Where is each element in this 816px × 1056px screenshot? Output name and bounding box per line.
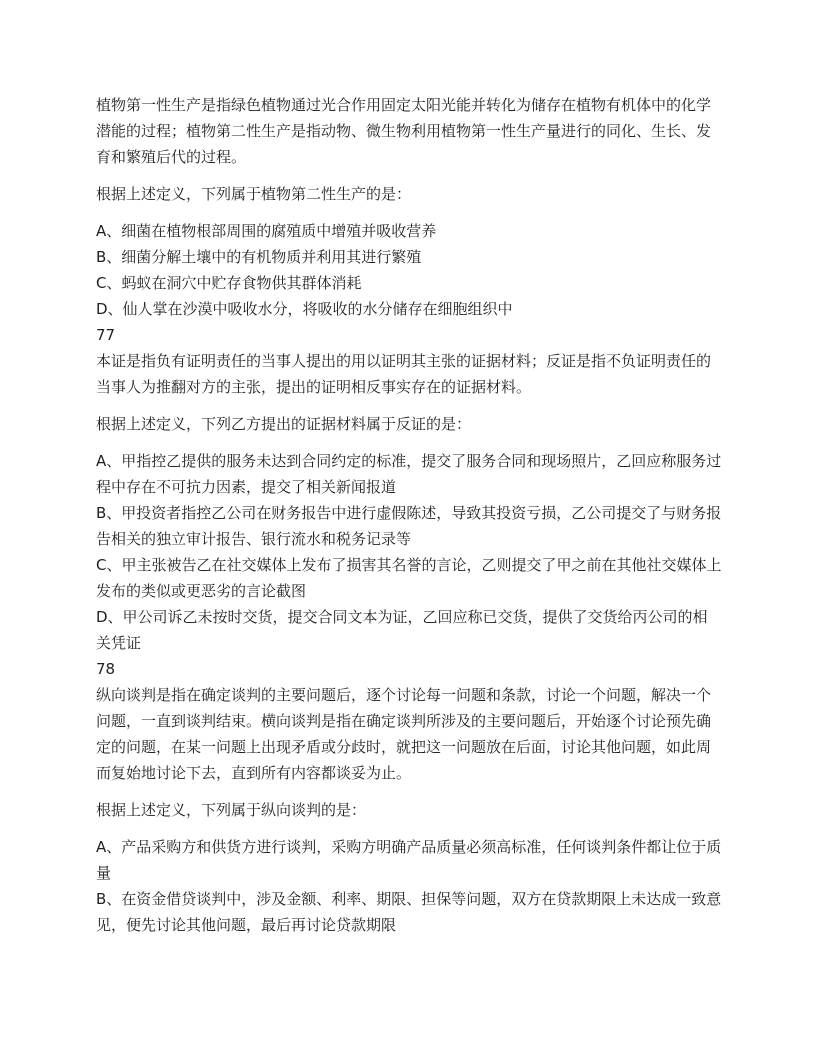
option-d: D、仙人掌在沙漠中吸收水分，将吸收的水分储存在细胞组织中 bbox=[96, 300, 513, 318]
question-stem: 根据上述定义，下列属于纵向谈判的是： bbox=[96, 801, 367, 819]
option-a: A、甲指控乙提供的服务未达到合同约定的标准，提交了服务合同和现场照片，乙回应称服务过程中存在不可抗力因素，提交了相关新闻报道 bbox=[96, 452, 722, 496]
option-b: B、细菌分解土壤中的有机物质并利用其进行繁殖 bbox=[96, 248, 422, 266]
option-a: A、产品采购方和供货方进行谈判，采购方明确产品质量必须高标准，任何谈判条件都让位于质量 bbox=[96, 838, 722, 882]
option-b: B、在资金借贷谈判中，涉及金额、利率、期限、担保等问题，双方在贷款期限上未达成一致意见，便先讨论其他问题，最后再讨论贷款期限 bbox=[96, 890, 722, 934]
question-block bbox=[96, 322, 722, 656]
question-block bbox=[96, 656, 722, 938]
option-a: A、细菌在植物根部周围的腐殖质中增殖并吸收营养 bbox=[96, 222, 437, 240]
question-number: 78 bbox=[96, 660, 116, 678]
question-block bbox=[96, 92, 722, 322]
definition-paragraph: 纵向谈判是指在确定谈判的主要问题后，逐个讨论每一问题和条款，讨论一个问题，解决一个问题，一直到谈判结束。横向谈判是指在确定谈判所涉及的主要问题后，开始逐个讨论预先确定的问题，在某一问题上出现矛盾或分歧时，就把这一问题放在后面，讨论其他问题，如此周而复始地讨论下去，直到所有内容都谈妥为止。 bbox=[96, 686, 712, 782]
question-stem: 根据上述定义，下列乙方提出的证据材料属于反证的是： bbox=[96, 415, 472, 433]
question-stem: 根据上述定义，下列属于植物第二性生产的是： bbox=[96, 185, 412, 203]
definition-paragraph: 植物第一性生产是指绿色植物通过光合作用固定太阳光能并转化为储存在植物有机体中的化学潜能的过程；植物第二性生产是指动物、微生物利用植物第一性生产量进行的同化、生长、发育和繁殖后代的过程。 bbox=[96, 96, 712, 166]
option-b: B、甲投资者指控乙公司在财务报告中进行虚假陈述，导致其投资亏损，乙公司提交了与财务报告相关的独立审计报告、银行流水和税务记录等 bbox=[96, 504, 722, 548]
option-d: D、甲公司诉乙未按时交货，提交合同文本为证，乙回应称已交货，提供了交货给丙公司的相关凭证 bbox=[96, 608, 708, 652]
option-c: C、蚂蚁在洞穴中贮存食物供其群体消耗 bbox=[96, 274, 362, 292]
definition-paragraph: 本证是指负有证明责任的当事人提出的用以证明其主张的证据材料；反证是指不负证明责任的当事人为推翻对方的主张，提出的证明相反事实存在的证据材料。 bbox=[96, 352, 712, 396]
option-c: C、甲主张被告乙在社交媒体上发布了损害其名誉的言论，乙则提交了甲之前在其他社交媒体上发布的类似或更恶劣的言论截图 bbox=[96, 556, 722, 600]
question-number: 77 bbox=[96, 326, 116, 344]
document-page bbox=[96, 92, 722, 938]
